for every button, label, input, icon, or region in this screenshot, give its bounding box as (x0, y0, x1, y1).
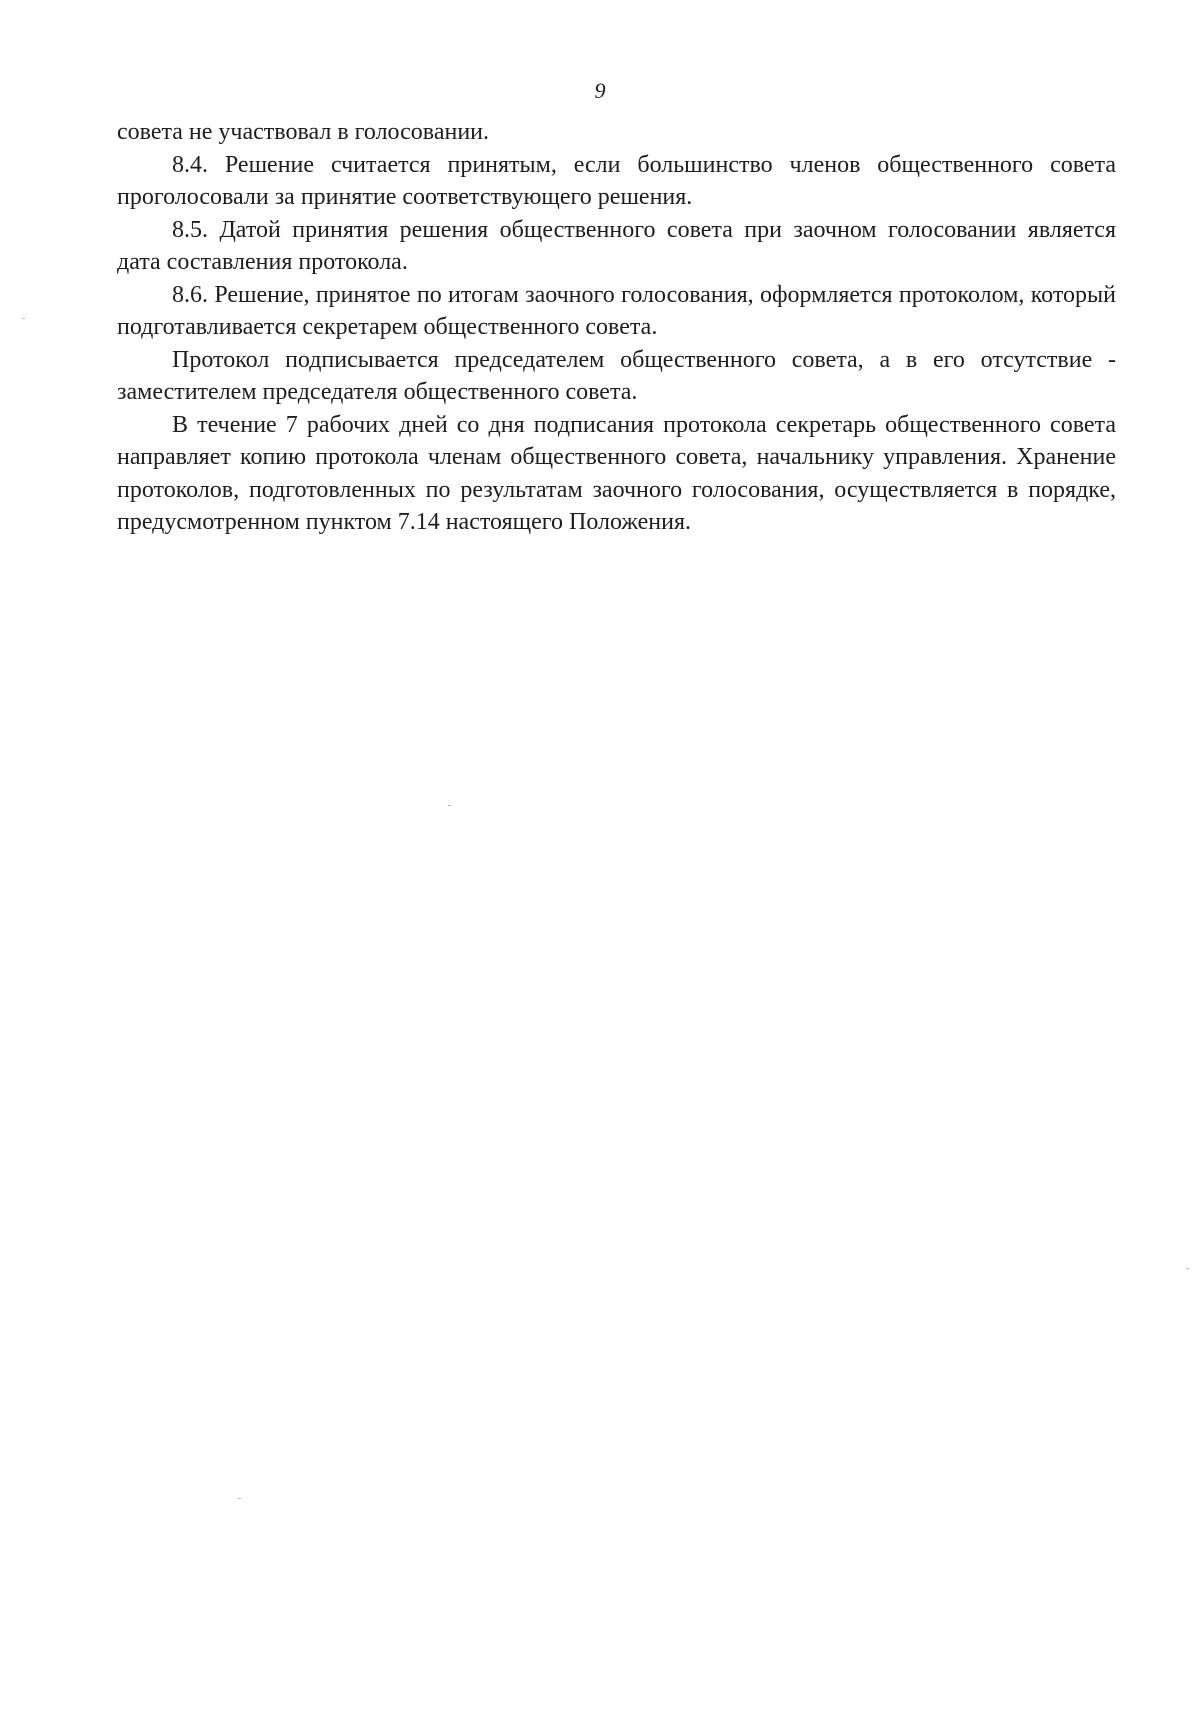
document-body (117, 116, 1116, 539)
paragraph-8-4: 8.4. Решение считается принятым, если большинство членов общественного совета проголосовали за принятие соответствующего решения. (117, 151, 1116, 210)
page-number: 9 (594, 78, 606, 103)
scan-artifact (448, 805, 451, 806)
scan-artifact (22, 318, 25, 319)
paragraph-protocol-distribution: В течение 7 рабочих дней со дня подписания протокола секретарь общественного совета направляет копию протокола членам общественного совета, начальнику управления. Хранение протоколов, подготовленных по результатам заочного голосования, осуществляется в порядке, предусмотренном пунктом 7.14 настоящего Положения. (117, 411, 1116, 535)
scan-artifact (238, 1498, 241, 1499)
paragraph-8-5: 8.5. Датой принятия решения общественного совета при заочном голосовании является дата составления протокола. (117, 216, 1116, 275)
paragraph-8-6: 8.6. Решение, принятое по итогам заочного голосования, оформляется протоколом, который подготавливается секретарем общественного совета. (117, 281, 1116, 340)
paragraph-protocol-signing: Протокол подписывается председателем общественного совета, а в его отсутствие - заместителем председателя общественного совета. (117, 346, 1116, 405)
paragraph-continuation: совета не участвовал в голосовании. (117, 119, 489, 145)
scan-artifact (1186, 1268, 1189, 1269)
